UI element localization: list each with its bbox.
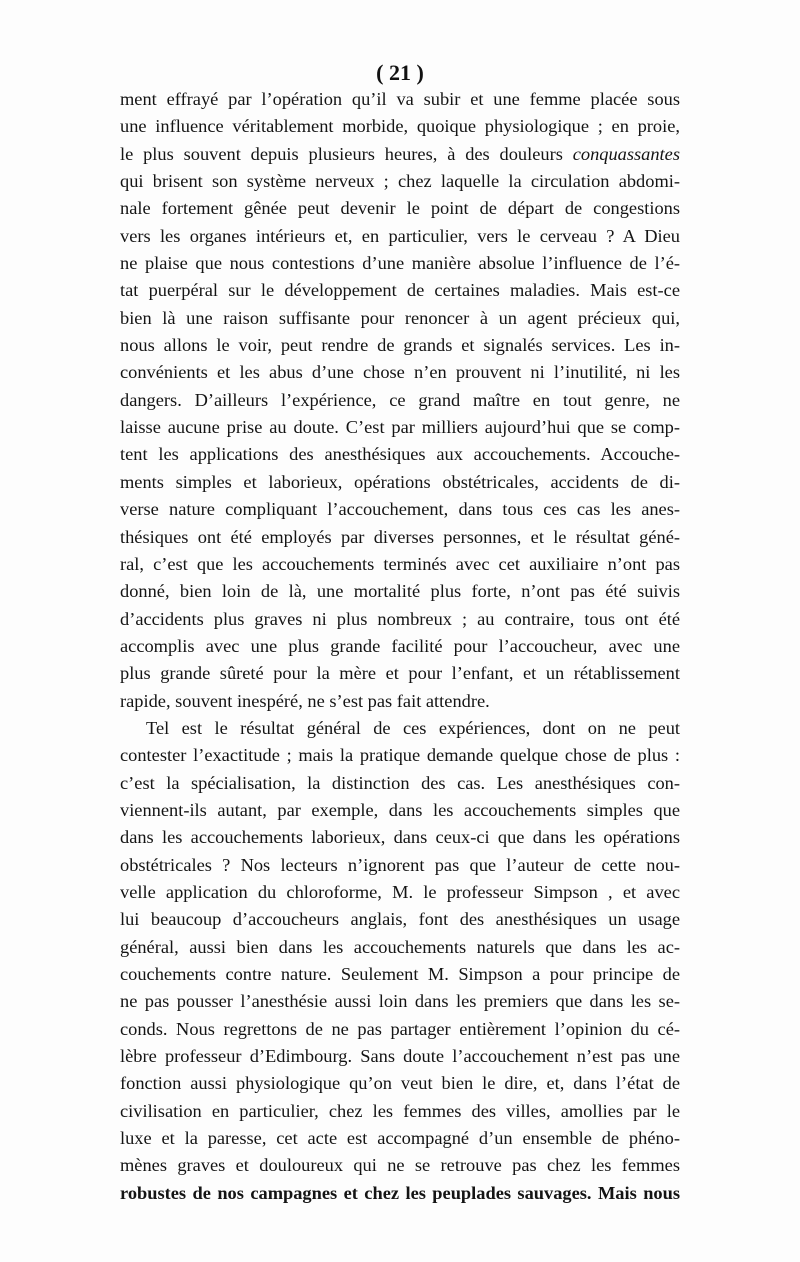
text-line: laisse aucune prise au doute. C’est par milliers aujourd’hui que se comp- bbox=[120, 417, 680, 438]
text-line: viennent-ils autant, par exemple, dans les accouchements simples que bbox=[120, 799, 680, 820]
text-line: d’accidents plus graves ni plus nombreux ; au contraire, tous ont été bbox=[120, 608, 680, 629]
body-text bbox=[120, 86, 680, 1207]
text-segment: le plus souvent depuis plusieurs heures, à des douleurs bbox=[120, 143, 573, 164]
text-line: dangers. D’ailleurs l’expérience, ce grand maître en tout genre, ne bbox=[120, 389, 680, 410]
text-line: ral, c’est que les accouchements terminés avec cet auxiliaire n’ont pas bbox=[120, 553, 680, 574]
text-line: civilisation en particulier, chez les femmes des villes, amollies par le bbox=[120, 1100, 680, 1121]
text-line: plus grande sûreté pour la mère et pour l’enfant, et un rétablissement bbox=[120, 663, 680, 684]
text-line: bien là une raison suffisante pour renoncer à un agent précieux qui, bbox=[120, 307, 680, 328]
text-line: mènes graves et douloureux qui ne se retrouve pas chez les femmes bbox=[120, 1155, 680, 1176]
text-line: conds. Nous regrettons de ne pas partager entièrement l’opinion du cé- bbox=[120, 1018, 680, 1039]
text-line: tent les applications des anesthésiques aux accouchements. Accouche- bbox=[120, 444, 680, 465]
paragraph-end-line: rapide, souvent inespéré, ne s’est pas fait attendre. bbox=[120, 690, 490, 711]
text-line: couchements contre nature. Seulement M. Simpson a pour principe de bbox=[120, 964, 680, 984]
text-line: contester l’exactitude ; mais la pratique demande quelque chose de plus : bbox=[120, 745, 680, 766]
text-line: c’est la spécialisation, la distinction des cas. Les anesthésiques con- bbox=[120, 772, 680, 793]
text-line: dans les accouchements laborieux, dans ceux-ci que dans les opérations bbox=[120, 827, 680, 848]
text-line: ne plaise que nous contestions d’une manière absolue l’influence de l’é- bbox=[120, 253, 680, 274]
text-line: robustes de nos campagnes et chez les peuplades sauvages. Mais nous bbox=[120, 1182, 680, 1203]
text-line: ment effrayé par l’opération qu’il va subir et une femme placée sous bbox=[120, 89, 680, 109]
text-line: donné, bien loin de là, une mortalité plus forte, n’ont pas été suivis bbox=[120, 581, 680, 602]
text-line: qui brisent son système nerveux ; chez laquelle la circulation abdomi- bbox=[120, 171, 680, 192]
text-line: accomplis avec une plus grande facilité pour l’accoucheur, avec une bbox=[120, 635, 680, 656]
italic-word: conquassantes bbox=[572, 143, 680, 164]
text-line: convénients et les abus d’une chose n’en prouvent ni l’inutilité, ni les bbox=[120, 362, 680, 383]
page-number: ( 21 ) bbox=[376, 60, 424, 85]
text-line: verse nature compliquant l’accouchement, dans tous ces cas les anes- bbox=[120, 499, 680, 520]
text-line: une influence véritablement morbide, quoique physiologique ; en proie, bbox=[120, 116, 680, 137]
text-line bbox=[120, 141, 680, 168]
paragraph-start-line: Tel est le résultat général de ces expériences, dont on ne peut bbox=[146, 717, 680, 738]
text-line: velle application du chloroforme, M. le professeur Simpson , et avec bbox=[120, 881, 680, 902]
text-line: ne pas pousser l’anesthésie aussi loin dans les premiers que dans les se- bbox=[120, 991, 680, 1012]
text-line: nale fortement gênée peut devenir le point de départ de congestions bbox=[120, 198, 680, 219]
text-line: général, aussi bien dans les accouchements naturels que dans les ac- bbox=[120, 936, 680, 957]
text-line: lui beaucoup d’accoucheurs anglais, font des anesthésiques un usage bbox=[120, 909, 680, 930]
text-line: vers les organes intérieurs et, en particulier, vers le cerveau ? A Dieu bbox=[120, 225, 680, 246]
text-line: nous allons le voir, peut rendre de grands et signalés services. Les in- bbox=[120, 335, 680, 356]
text-line: fonction aussi physiologique qu’on veut bien le dire, et, dans l’état de bbox=[120, 1073, 680, 1094]
text-line: thésiques ont été employés par diverses personnes, et le résultat géné- bbox=[120, 526, 680, 547]
text-line: lèbre professeur d’Edimbourg. Sans doute l’accouchement n’est pas une bbox=[120, 1046, 680, 1067]
text-line: obstétricales ? Nos lecteurs n’ignorent pas que l’auteur de cette nou- bbox=[120, 854, 680, 875]
text-line: luxe et la paresse, cet acte est accompagné d’un ensemble de phéno- bbox=[120, 1128, 680, 1149]
text-line: tat puerpéral sur le développement de certaines maladies. Mais est-ce bbox=[120, 280, 680, 301]
text-line: ments simples et laborieux, opérations obstétricales, accidents de di- bbox=[120, 471, 680, 492]
